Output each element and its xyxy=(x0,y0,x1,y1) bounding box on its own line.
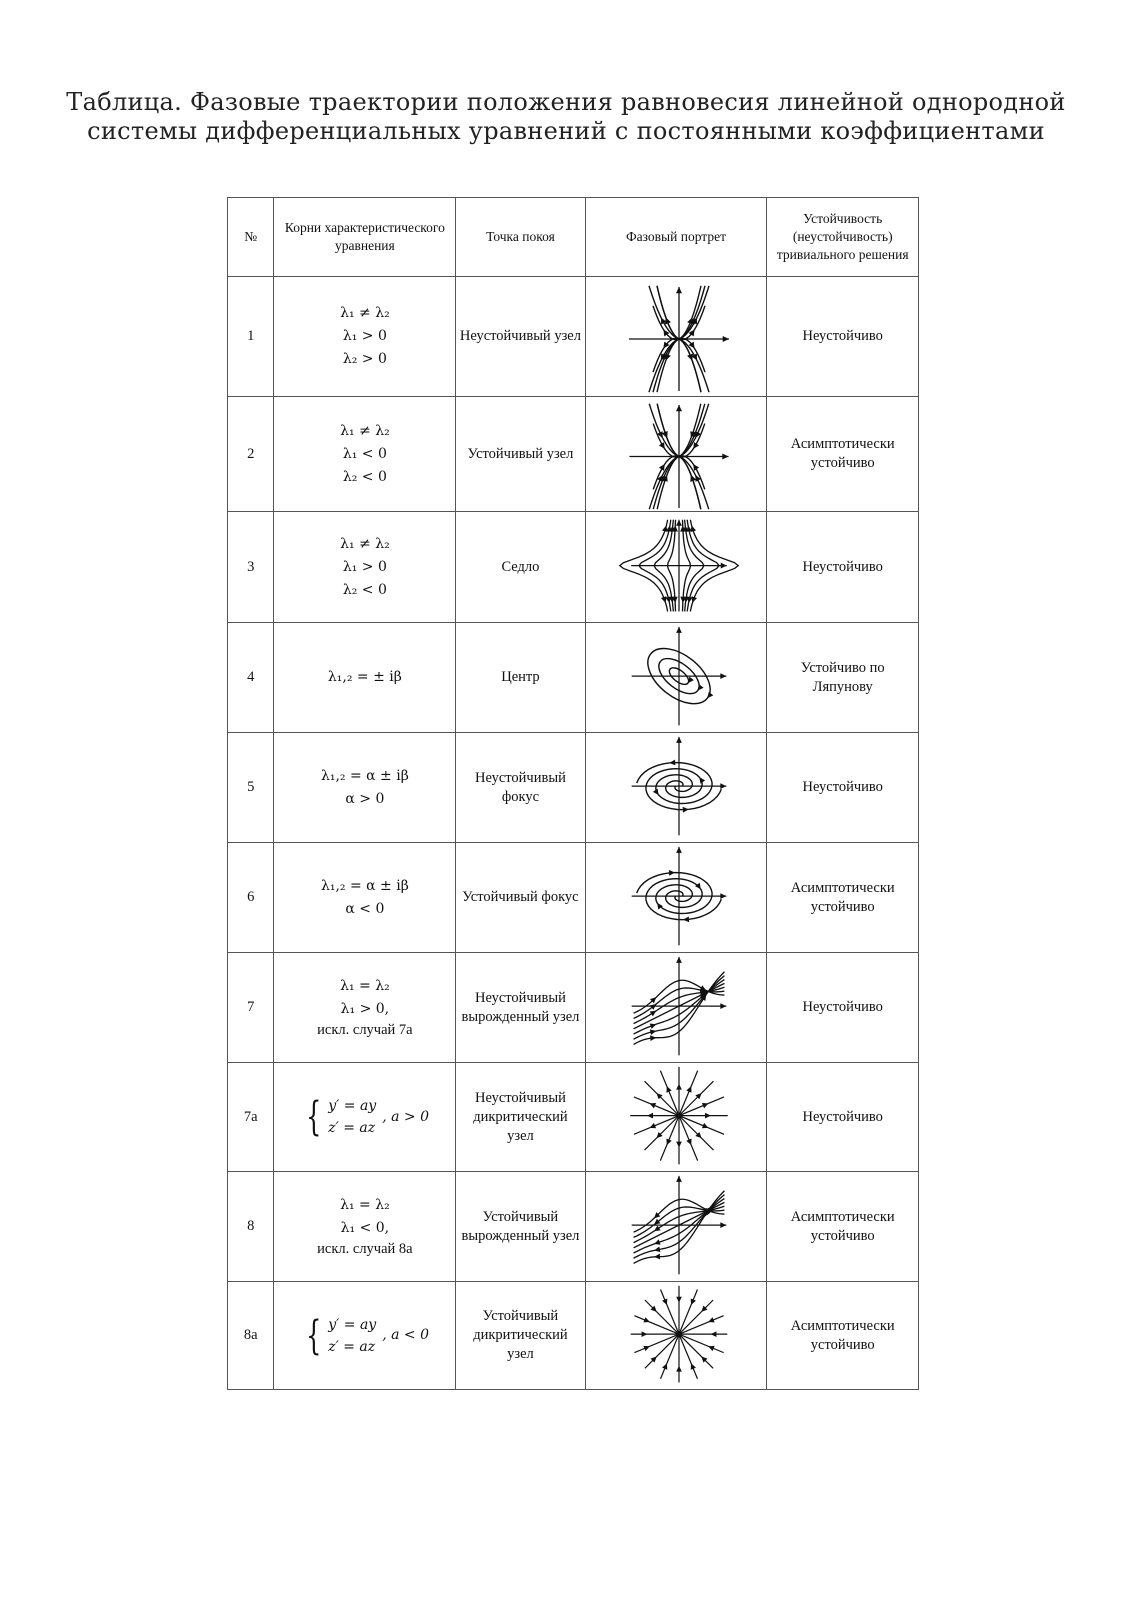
root-condition: λ₁,₂ = α ± iβ xyxy=(320,877,409,894)
root-condition: λ₁ > 0, xyxy=(340,1001,390,1017)
trajectory xyxy=(657,456,679,509)
root-condition: λ₂ < 0 xyxy=(342,468,387,485)
root-condition: λ₁ ≠ λ₂ xyxy=(340,305,390,321)
stable-degenerate-node-icon xyxy=(589,1174,769,1280)
row-number: 7а xyxy=(228,1063,274,1172)
system-condition: , a > 0 xyxy=(382,1108,429,1125)
title-line-1: Таблица. Фазовые траектории положения равновесия линейной однородной xyxy=(66,88,1066,116)
roots-cell xyxy=(274,953,456,1063)
roots-cell xyxy=(274,1063,456,1172)
rest-point-type: Седло xyxy=(456,512,585,623)
axis-y-arrow xyxy=(676,1175,682,1181)
phase-portrait-cell xyxy=(585,623,767,733)
arrow-head xyxy=(654,1239,661,1244)
roots-cell xyxy=(274,843,456,953)
exception-note: искл. случай 8а xyxy=(317,1241,413,1257)
stability-cell: Неустойчиво xyxy=(767,512,919,623)
row-number: 7 xyxy=(228,953,274,1063)
header-portrait: Фазовый портрет xyxy=(585,198,767,277)
header-roots: Корни характеристического уравнения xyxy=(274,198,456,277)
table-row xyxy=(228,843,919,953)
ray xyxy=(644,1299,678,1333)
arrow-head xyxy=(654,1246,660,1252)
stability-cell: Асимптотически устойчиво xyxy=(767,397,919,512)
ode-system xyxy=(301,1314,429,1358)
arrow-head xyxy=(676,1141,682,1147)
stable-dicritical-node-icon xyxy=(589,1284,769,1388)
arrow-head xyxy=(676,1083,682,1089)
axis-y-arrow xyxy=(676,519,682,525)
trajectory xyxy=(679,339,701,392)
rest-point xyxy=(676,1112,682,1118)
table-row xyxy=(228,733,919,843)
phase-portrait-cell xyxy=(585,733,767,843)
stable-node-icon xyxy=(589,399,769,510)
arrow-head xyxy=(647,1112,653,1118)
saddle-icon xyxy=(589,514,769,621)
axis-x-arrow xyxy=(720,562,726,568)
trajectory xyxy=(679,403,705,456)
axis-y-arrow xyxy=(676,287,682,293)
stable-focus-icon xyxy=(589,845,769,951)
ray xyxy=(644,1115,678,1149)
system-condition: , a < 0 xyxy=(382,1327,429,1343)
rest-point-type: Центр xyxy=(456,623,585,733)
arrow-head xyxy=(683,916,689,922)
axis-x-arrow xyxy=(722,335,728,341)
axis-y-arrow xyxy=(676,956,682,962)
root-condition: λ₁ < 0, xyxy=(340,1220,390,1236)
arrow-head xyxy=(649,1023,656,1028)
trajectory xyxy=(679,285,701,338)
trajectory xyxy=(657,285,679,338)
root-condition: λ₁ > 0 xyxy=(342,558,387,575)
rest-point-type: Устойчивый фокус xyxy=(456,843,585,953)
row-number: 8 xyxy=(228,1172,274,1282)
root-condition: α > 0 xyxy=(345,790,385,807)
trajectory xyxy=(679,339,701,392)
row-number: 5 xyxy=(228,733,274,843)
arrow-head xyxy=(691,596,697,603)
phase-portrait-cell xyxy=(585,953,767,1063)
root-condition: λ₁ ≠ λ₂ xyxy=(340,535,390,552)
stability-cell: Асимптотически устойчиво xyxy=(767,1282,919,1390)
arrow-head xyxy=(705,1112,711,1118)
trajectory xyxy=(679,456,701,509)
axis-x-arrow xyxy=(720,783,726,789)
stability-cell: Асимптотически устойчиво xyxy=(767,1172,919,1282)
phase-portrait-cell xyxy=(585,1063,767,1172)
table-row xyxy=(228,277,919,397)
arrow-head xyxy=(669,759,675,765)
axis-y-arrow xyxy=(676,404,682,410)
axis-y-arrow xyxy=(676,736,682,742)
ray xyxy=(644,1081,678,1115)
root-condition: λ₁,₂ = α ± iβ xyxy=(320,767,409,784)
trajectory xyxy=(657,403,679,456)
unstable-node-icon xyxy=(589,281,769,393)
rest-point-type: Устойчивый вырожденный узел xyxy=(456,1172,585,1282)
axis-y-arrow xyxy=(676,846,682,852)
exception-note: искл. случай 7а xyxy=(317,1022,413,1038)
system-equation: y′ = ay xyxy=(328,1098,377,1114)
row-number: 8а xyxy=(228,1282,274,1390)
phase-portrait-cell xyxy=(585,512,767,623)
brace-icon: { xyxy=(305,1312,322,1359)
unstable-focus-icon xyxy=(589,735,769,841)
phase-portrait-cell xyxy=(585,1282,767,1390)
trajectory xyxy=(653,423,679,456)
trajectory xyxy=(657,339,679,392)
root-condition: α < 0 xyxy=(345,900,385,917)
arrow-head xyxy=(641,1331,647,1337)
stability-cell: Неустойчиво xyxy=(767,953,919,1063)
arrow-head xyxy=(676,1296,682,1302)
page-title xyxy=(40,88,1092,146)
row-number: 4 xyxy=(228,623,274,733)
stability-cell: Неустойчиво xyxy=(767,277,919,397)
ray xyxy=(679,1299,713,1333)
unstable-dicritical-node-icon xyxy=(589,1065,769,1170)
table-row xyxy=(228,1063,919,1172)
table-row xyxy=(228,1172,919,1282)
rest-point-type: Неустойчивый вырожденный узел xyxy=(456,953,585,1063)
trajectory xyxy=(679,455,705,488)
axis-x-arrow xyxy=(722,453,728,459)
phase-portrait-cell xyxy=(585,397,767,512)
arrow-head xyxy=(668,870,674,876)
trajectory xyxy=(657,285,679,338)
table-header-row xyxy=(228,198,919,277)
phase-portrait-cell xyxy=(585,277,767,397)
root-condition: λ₂ > 0 xyxy=(342,351,387,367)
phase-portrait-table xyxy=(227,197,919,1390)
roots-cell xyxy=(274,623,456,733)
rest-point-type: Неустойчивый узел xyxy=(456,277,585,397)
table-row xyxy=(228,512,919,623)
ode-system xyxy=(301,1095,429,1139)
rest-point-type: Устойчивый дикритический узел xyxy=(456,1282,585,1390)
ray xyxy=(679,1115,713,1149)
arrow-head xyxy=(654,1253,660,1259)
rest-point-type: Неустойчивый фокус xyxy=(456,733,585,843)
arrow-head xyxy=(661,596,667,603)
arrow-head xyxy=(710,1331,716,1337)
trajectory xyxy=(653,456,679,509)
row-number: 3 xyxy=(228,512,274,623)
table-row xyxy=(228,1282,919,1390)
axis-x-arrow xyxy=(720,893,726,899)
system-equation: y′ = ay xyxy=(328,1316,377,1333)
root-condition: λ₁ > 0 xyxy=(342,328,387,344)
axis-x-arrow xyxy=(720,673,726,679)
system-equation: z′ = az xyxy=(328,1120,376,1136)
roots-cell xyxy=(274,733,456,843)
table-row xyxy=(228,623,919,733)
arrow-head xyxy=(650,1035,656,1041)
stability-cell: Неустойчиво xyxy=(767,733,919,843)
stability-cell: Неустойчиво xyxy=(767,1063,919,1172)
arrow-head xyxy=(682,806,688,812)
unstable-degenerate-node-icon xyxy=(589,955,769,1061)
rest-point xyxy=(676,1331,682,1337)
phase-portrait-cell xyxy=(585,1172,767,1282)
rest-point-type: Устойчивый узел xyxy=(456,397,585,512)
system-equation: z′ = az xyxy=(328,1338,376,1355)
arrow-head xyxy=(688,676,694,682)
arrow-head xyxy=(649,1029,655,1035)
table-row xyxy=(228,397,919,512)
brace-icon: { xyxy=(305,1094,322,1140)
axis-y-arrow xyxy=(676,626,682,632)
center-icon xyxy=(589,625,769,731)
roots-cell xyxy=(274,397,456,512)
roots-cell xyxy=(274,277,456,397)
axis-x-arrow xyxy=(720,1222,726,1228)
root-condition: λ₂ < 0 xyxy=(342,581,387,598)
ray xyxy=(679,1334,713,1368)
phase-portrait-cell xyxy=(585,843,767,953)
stability-cell: Асимптотически устойчиво xyxy=(767,843,919,953)
row-number: 6 xyxy=(228,843,274,953)
rest-point-type: Неустойчивый дикритический узел xyxy=(456,1063,585,1172)
header-stability: Устойчивость (неустойчивость) тривиального решения xyxy=(767,198,919,277)
root-condition: λ₁ < 0 xyxy=(342,445,387,462)
root-condition: λ₁ = λ₂ xyxy=(340,978,390,994)
header-point: Точка покоя xyxy=(456,198,585,277)
ray xyxy=(679,1081,713,1115)
root-condition: λ₁ ≠ λ₂ xyxy=(340,422,390,439)
roots-cell xyxy=(274,1282,456,1390)
axis-x-arrow xyxy=(720,1003,726,1009)
trajectory xyxy=(657,403,679,456)
trajectory xyxy=(679,403,701,456)
arrow-head xyxy=(654,1225,661,1231)
row-number: 2 xyxy=(228,397,274,512)
roots-cell xyxy=(274,1172,456,1282)
roots-cell xyxy=(274,512,456,623)
stability-cell: Устойчиво по Ляпунову xyxy=(767,623,919,733)
row-number: 1 xyxy=(228,277,274,397)
arrow-head xyxy=(676,1365,682,1371)
header-num: № xyxy=(228,198,274,277)
root-condition: λ₁ = λ₂ xyxy=(340,1197,390,1213)
trajectory xyxy=(679,456,701,509)
ray xyxy=(644,1334,678,1368)
title-line-2: системы дифференциальных уравнений с постоянными коэффициентами xyxy=(87,117,1045,145)
table-row xyxy=(228,953,919,1063)
root-condition: λ₁,₂ = ± iβ xyxy=(327,669,402,685)
